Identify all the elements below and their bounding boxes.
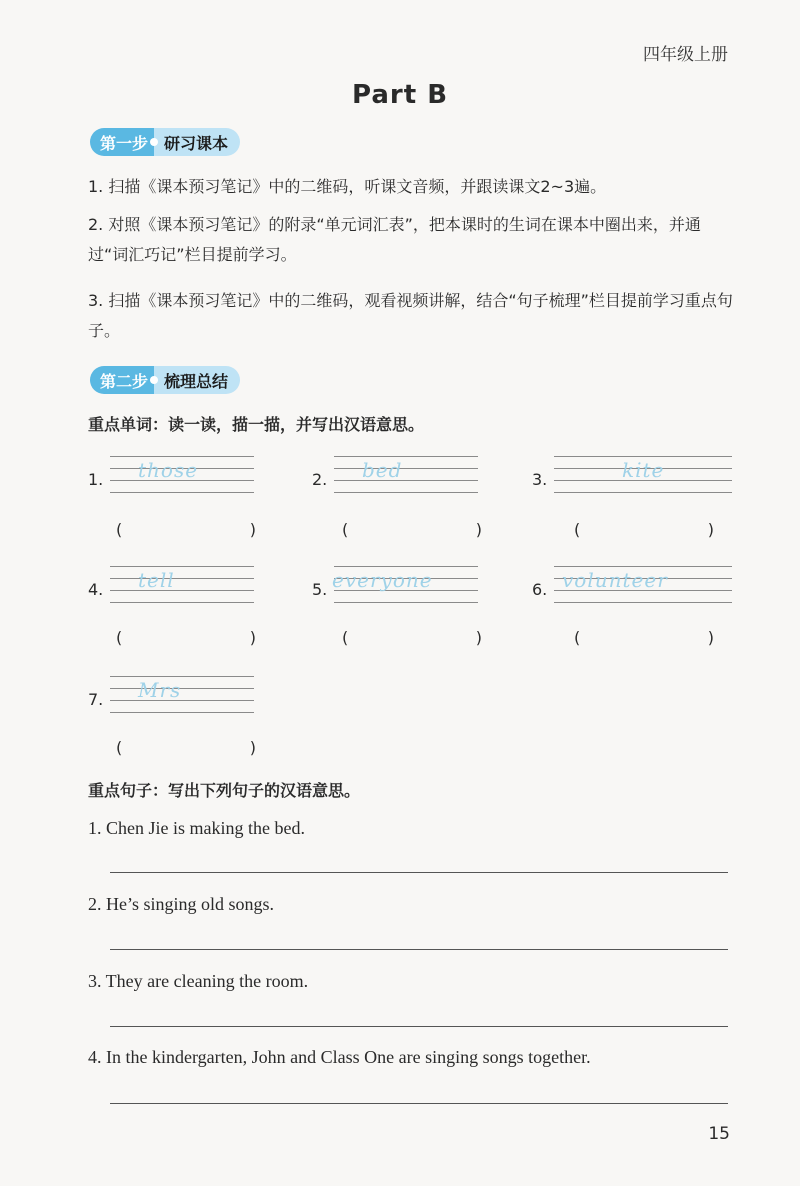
- step1-item: 3. 扫描《课本预习笔记》中的二维码，观看视频讲解，结合“句子梳理”栏目提前学习重点句子。: [88, 291, 733, 340]
- step1-item: 1. 扫描《课本预习笔记》中的二维码，听课文音频，并跟读课文2~3遍。: [88, 177, 607, 196]
- words-heading: 重点单词：读一读，描一描，并写出汉语意思。: [88, 415, 425, 434]
- writing-lines[interactable]: [110, 672, 254, 720]
- sentences-heading: 重点句子：写出下列句子的汉语意思。: [88, 781, 361, 800]
- word-item: [88, 562, 278, 622]
- answer-line[interactable]: [110, 872, 728, 873]
- word-item: [312, 452, 502, 512]
- word-number: 4.: [88, 580, 104, 599]
- writing-lines[interactable]: [334, 452, 478, 500]
- trace-word: bed: [362, 458, 403, 482]
- word-number: 2.: [312, 470, 328, 489]
- step-dot-icon: [150, 376, 158, 384]
- word-number: 6.: [532, 580, 548, 599]
- step2-number: 第二步: [90, 366, 154, 394]
- word-item: [312, 562, 502, 622]
- part-title: Part B: [351, 80, 449, 110]
- step1-number: 第一步: [90, 128, 154, 156]
- step2-tag: [90, 366, 240, 394]
- answer-line[interactable]: [110, 1026, 728, 1027]
- sentence-item: 2. He’s singing old songs.: [88, 894, 275, 914]
- step1-name: 研习课本: [154, 128, 240, 156]
- answer-line[interactable]: [110, 949, 728, 950]
- trace-word: tell: [138, 568, 175, 592]
- word-item: [88, 672, 278, 732]
- answer-line[interactable]: [110, 1103, 728, 1104]
- step1-tag: [90, 128, 240, 156]
- word-item: [88, 452, 278, 512]
- step1-item: 2. 对照《课本预习笔记》的附录“单元词汇表”，把本课时的生词在课本中圈出来，并通过“词汇巧记”栏目提前学习。: [88, 215, 701, 264]
- word-number: 3.: [532, 470, 548, 489]
- word-item: [532, 562, 722, 622]
- word-number: 7.: [88, 690, 104, 709]
- step-dot-icon: [150, 138, 158, 146]
- writing-lines[interactable]: [110, 562, 254, 610]
- word-number: 5.: [312, 580, 328, 599]
- word-number: 1.: [88, 470, 104, 489]
- trace-word: everyone: [332, 568, 433, 592]
- trace-word: those: [138, 458, 199, 482]
- sentence-item: 3. They are cleaning the room.: [88, 971, 309, 991]
- trace-word: Mrs: [138, 678, 182, 702]
- word-item: [532, 452, 722, 512]
- trace-word: volunteer: [562, 568, 668, 592]
- step2-name: 梳理总结: [154, 366, 240, 394]
- page-number: 15: [708, 1124, 730, 1144]
- sentence-item: 4. In the kindergarten, John and Class One are singing songs together.: [88, 1047, 591, 1067]
- grade-label: 四年级上册: [643, 45, 728, 65]
- trace-word: kite: [622, 458, 665, 482]
- sentence-item: 1. Chen Jie is making the bed.: [88, 818, 305, 838]
